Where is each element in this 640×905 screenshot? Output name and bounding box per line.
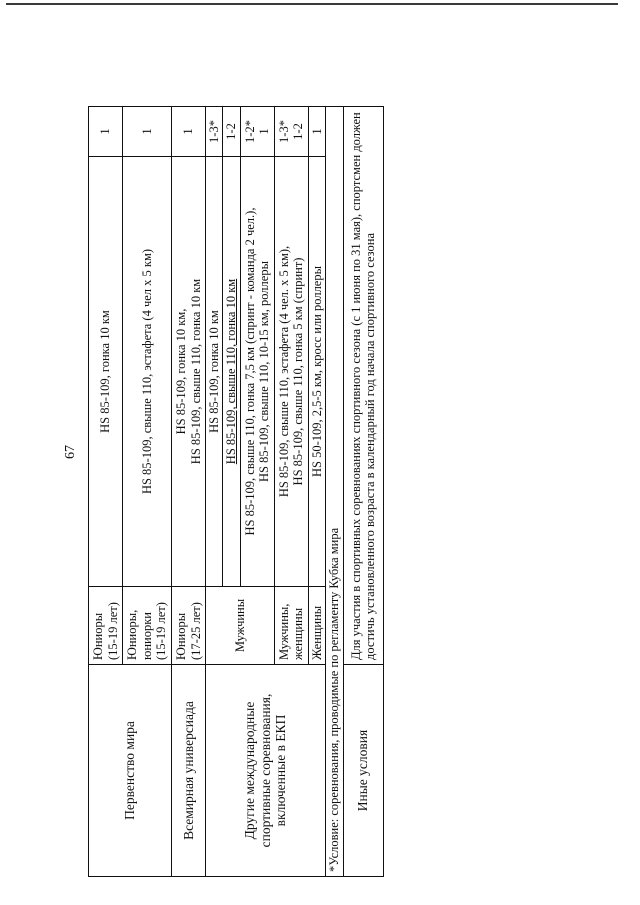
group-cell: Мужчины [206,587,275,665]
group-line: Мужчины, [276,603,291,660]
table-row [206,107,223,877]
program-cell: HS 50-109, 2,5-5 км, кросс или роллеры [308,157,325,587]
program-cell [223,157,240,587]
place-cell: 1-3* [206,107,223,157]
program-cell [240,157,274,587]
group-line: женщины [291,607,306,660]
group-line: (15-19 лет) [105,602,120,660]
program-line: HS 85-109, свыше 110, гонка 7,5 км (спринт - команда 2 чел.), [242,207,257,536]
program-cell: HS 85-109, гонка 10 км [206,157,223,587]
place-line: 1-2 [291,123,306,140]
group-cell [274,587,308,665]
place-cell: 1-2 [223,107,240,157]
competition-cell: Всемирная универсиада [172,665,206,877]
other-conditions-label: Иные условия [343,665,383,877]
group-line: Юниоры, [125,609,140,660]
program-cell [274,157,308,587]
group-line: (15-19 лет) [154,602,169,660]
place-cell: 1 [308,107,325,157]
competition-cell: Другие международные спортивные соревнования, включенные в ЕКП [206,665,326,877]
competition-table [88,106,384,877]
place-cell [240,107,274,157]
table-row [343,107,383,877]
group-cell [172,587,206,665]
table-row [326,107,343,877]
program-line: HS 85-109, свыше 110, гонка 10 км [188,278,203,465]
place-cell [274,107,308,157]
place-line: 1 [257,128,272,135]
page-top-edge [6,3,618,5]
program-line: HS 85-109, гонка 10 км, [174,308,189,435]
table-row [172,107,206,877]
place-cell: 1 [123,107,172,157]
other-conditions-text: Для участия в спортивных соревнованиях спортивного сезона (с 1 июня по 31 мая), спортсмен должен достичь установленного возраста в календарный год начала спортивного сезона [343,107,383,665]
program-line: HS 85-109, свыше 110, эстафета (4 чел. х 5 км), [276,245,291,498]
group-cell [123,587,172,665]
group-cell: Женщины [308,587,325,665]
program-line: HS 85-109, свыше 110, гонка 5 км (спринт) [291,257,306,486]
program-cell: HS 85-109, свыше 110, эстафета (4 чел х 5 км) [123,157,172,587]
place-line: 1-3* [276,120,291,143]
group-line: Юниоры [174,612,189,660]
group-line: юниорки [139,612,154,660]
rotated-page-content [88,107,377,877]
program-cell [172,157,206,587]
competition-cell: Первенство мира [89,665,172,877]
program-line: HS 85-109, свыше 110, 10-15 км, роллеры [257,261,272,482]
group-line: (17-25 лет) [188,602,203,660]
page-number: 67 [63,445,78,459]
table-row [89,107,123,877]
program-cell: HS 85-109, гонка 10 км [89,157,123,587]
place-cell: 1 [172,107,206,157]
program-line: HS 85-109, свыше 110, гонка 10 км [224,278,239,465]
place-cell: 1 [89,107,123,157]
footnote-cell: *Условие: соревнования, проводимые по регламенту Кубка мира [326,107,343,877]
group-line: Юниоры [91,612,106,660]
place-line: 1-2* [242,120,257,143]
group-cell [89,587,123,665]
